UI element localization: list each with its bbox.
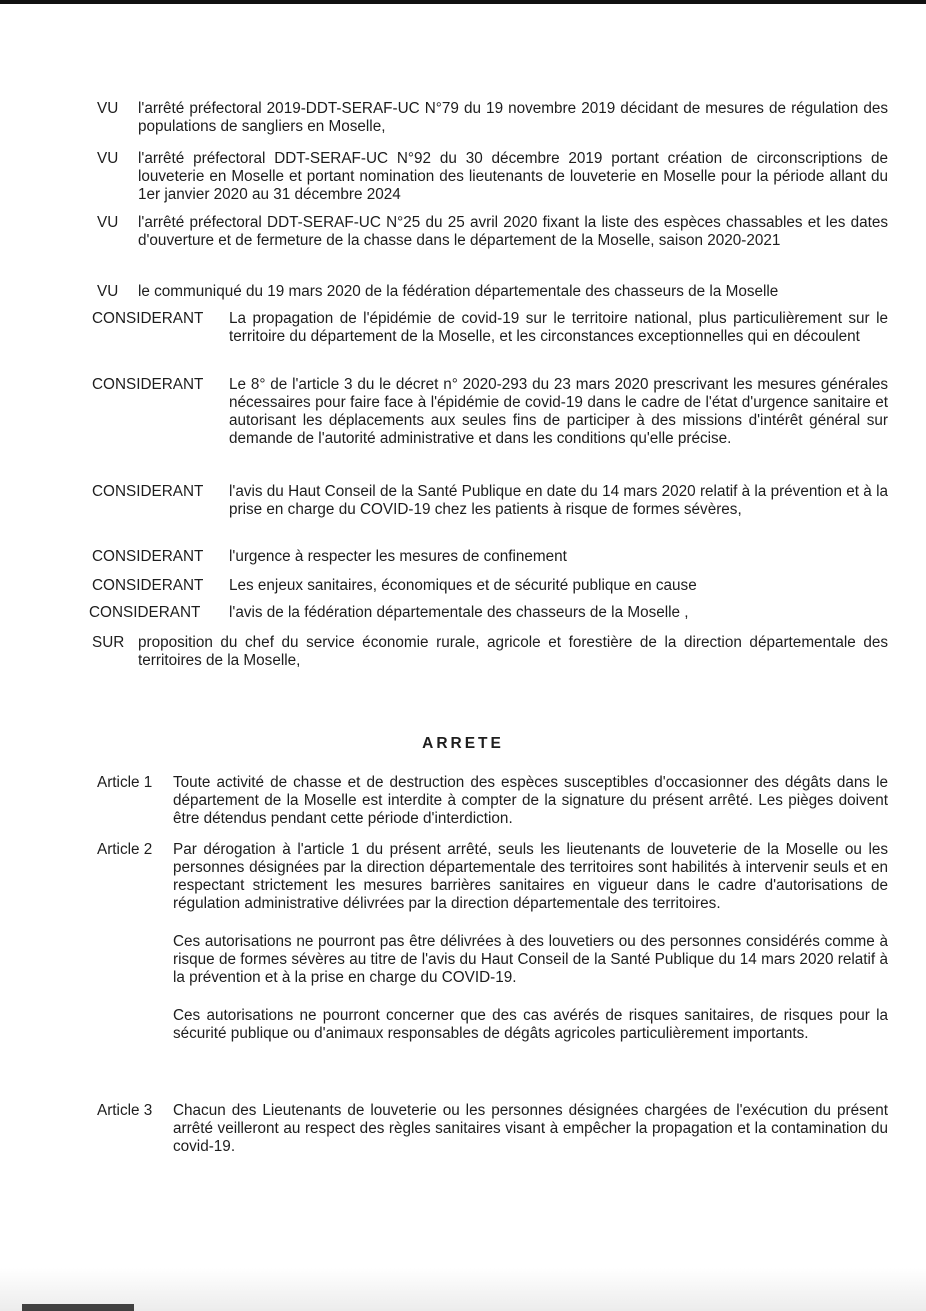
article-paragraph: Ces autorisations ne pourront pas être délivrées à des louvetiers ou des personnes considérés comme à risque de formes sévères au titre de l'avis du Haut Conseil de la Santé Publique du 14 mars 2020 relatif à la prévention et à la prise en charge du COVID-19. bbox=[173, 933, 888, 986]
visa-text: l'arrêté préfectoral 2019-DDT-SERAF-UC N°79 du 19 novembre 2019 décidant de mesures de régulation des populations de sangliers en Moselle, bbox=[138, 100, 888, 135]
article-body bbox=[173, 841, 888, 1043]
considerant-text: La propagation de l'épidémie de covid-19 sur le territoire national, plus particulièrement sur le territoire du département de la Moselle, et les circonstances exceptionnelles qui en découlent bbox=[229, 310, 888, 345]
visa-label: VU bbox=[97, 100, 119, 117]
considerant-text: l'urgence à respecter les mesures de confinement bbox=[229, 548, 567, 565]
considerant-text: l'avis du Haut Conseil de la Santé Publique en date du 14 mars 2020 relatif à la prévention et à la prise en charge du COVID-19 chez les patients à risque de formes sévères, bbox=[229, 483, 888, 518]
article-paragraph: Toute activité de chasse et de destruction des espèces susceptibles d'occasionner des dégâts dans le département de la Moselle est interdite à compter de la signature du présent arrêté. Les pièges doivent être détendus pendant cette période d'interdiction. bbox=[173, 774, 888, 827]
page-bottom-shadow bbox=[0, 1268, 926, 1311]
article-paragraph: Par dérogation à l'article 1 du présent arrêté, seuls les lieutenants de louveterie de la Moselle ou les personnes désignées par la direction départementale des territoires sont habilités à intervenir seuls et en respectant strictement les mesures barrières sanitaires en vigueur dans le cadre d'autorisations de régulation administrative délivrées par la direction départementale des territoires. bbox=[173, 841, 888, 912]
next-page-edge bbox=[22, 1304, 134, 1311]
visa-text: l'arrêté préfectoral DDT-SERAF-UC N°92 du 30 décembre 2019 portant création de circonscriptions de louveterie en Moselle et portant nomination des lieutenants de louveterie en Moselle pour la période allant du 1er janvier 2020 au 31 décembre 2024 bbox=[138, 150, 888, 203]
decree-title: ARRETE bbox=[422, 735, 504, 752]
considerant-label: CONSIDERANT bbox=[89, 604, 201, 621]
article-body bbox=[173, 1102, 888, 1156]
considerant-label: CONSIDERANT bbox=[92, 483, 204, 500]
article-label: Article 2 bbox=[97, 841, 153, 858]
sur-text: proposition du chef du service économie rurale, agricole et forestière de la direction départementale des territoires de la Moselle, bbox=[138, 634, 888, 669]
considerant-label: CONSIDERANT bbox=[92, 376, 204, 393]
visa-label: VU bbox=[97, 283, 119, 300]
article-paragraph: Chacun des Lieutenants de louveterie ou les personnes désignées chargées de l'exécution du présent arrêté veilleront au respect des règles sanitaires visant à empêcher la propagation et la contamination du covid-19. bbox=[173, 1102, 888, 1155]
article-label: Article 1 bbox=[97, 774, 153, 791]
article-label: Article 3 bbox=[97, 1102, 153, 1119]
visa-text: le communiqué du 19 mars 2020 de la fédération départementale des chasseurs de la Moselle bbox=[138, 283, 779, 300]
considerant-text: Les enjeux sanitaires, économiques et de sécurité publique en cause bbox=[229, 577, 697, 594]
considerant-text: Le 8° de l'article 3 du le décret n° 2020-293 du 23 mars 2020 prescrivant les mesures générales nécessaires pour faire face à l'épidémie de covid-19 dans le cadre de l'état d'urgence sanitaire et autorisant les déplacements aux seules fins de participer à des missions d'intérêt général sur demande de l'autorité administrative et dans les conditions qu'elle précise. bbox=[229, 376, 888, 447]
considerant-text: l'avis de la fédération départementale des chasseurs de la Moselle , bbox=[229, 604, 689, 621]
considerant-label: CONSIDERANT bbox=[92, 577, 204, 594]
article-paragraph: Ces autorisations ne pourront concerner que des cas avérés de risques sanitaires, de risques pour la sécurité publique ou d'animaux responsables de dégâts agricoles particulièrement importants. bbox=[173, 1007, 888, 1042]
considerant-label: CONSIDERANT bbox=[92, 548, 204, 565]
article-body bbox=[173, 774, 888, 828]
considerant-label: CONSIDERANT bbox=[92, 310, 204, 327]
visa-label: VU bbox=[97, 150, 119, 167]
sur-label: SUR bbox=[92, 634, 125, 651]
visa-text: l'arrêté préfectoral DDT-SERAF-UC N°25 du 25 avril 2020 fixant la liste des espèces chassables et les dates d'ouverture et de fermeture de la chasse dans le département de la Moselle, saison 2020-2021 bbox=[138, 214, 888, 249]
visa-label: VU bbox=[97, 214, 119, 231]
